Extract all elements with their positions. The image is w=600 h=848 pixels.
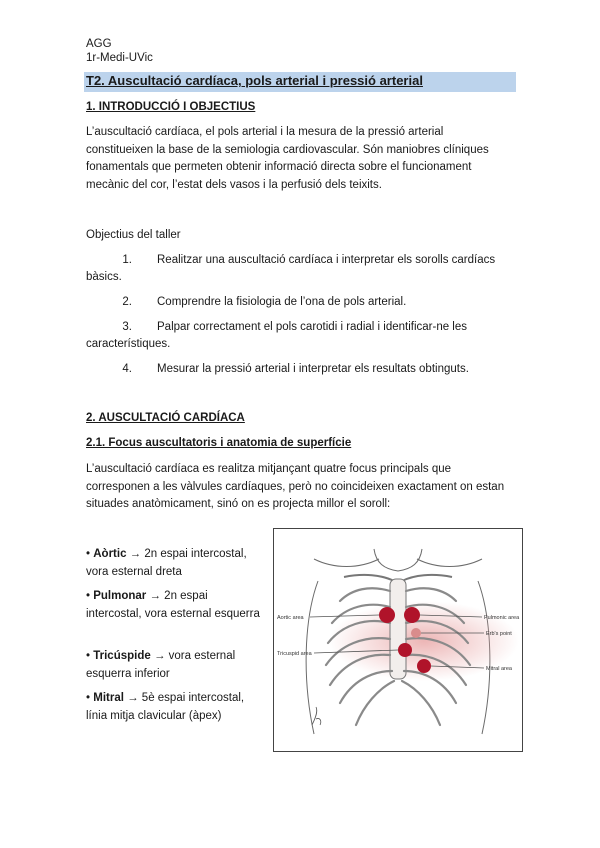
focus-desc: → 5è espai intercostal, línia mitja clavicular (àpex) [86,692,245,722]
objective-number: 3. [122,321,132,333]
section1-intro [86,124,522,194]
header-course: 1r-Medi-UVic [86,52,153,64]
focus-desc: → 2n espai intercostal, vora esternal esquerra [86,590,260,620]
intro-line: constitueixen la base de la semiologia cardiovascular. Són maniobres clíniques [86,143,489,156]
section2-heading: 2. AUSCULTACIÓ CARDÍACA [86,412,245,424]
erbs-point-label: Erb's point [486,631,512,637]
objective-item [86,294,522,311]
auscultation-figure [273,528,523,752]
focus-name: Tricúspide [93,650,151,662]
bullet: • [86,548,91,560]
objective-item [86,252,522,286]
section1-heading: 1. INTRODUCCIÓ I OBJECTIUS [86,101,256,113]
mitral-area-label: Mitral area [486,666,512,672]
focus-tricuspide [86,647,266,683]
objectives-label: Objectius del taller [86,229,181,241]
section2-subheading: 2.1. Focus auscultatoris i anatomia de superfície [86,437,352,449]
intro-line: fonamentals que permeten obtenir informació directa sobre el funcionament [86,161,472,173]
objective-text: Comprendre la fisiologia de l’ona de pols arterial. [157,296,407,308]
focus-pulmonar [86,587,266,623]
signature-scribble [312,707,321,725]
objective-text: Realitzar una auscultació cardíaca i interpretar els sorolls cardíacs bàsics. [86,254,496,283]
aortic-area-label: Aortic area [277,615,304,621]
focus-desc: → 2n espai intercostal, vora esternal dreta [86,548,247,578]
section2-intro [86,461,522,514]
objective-text: Mesurar la pressió arterial i interpretar els resultats obtinguts. [157,363,469,375]
erbs-point-dot [411,628,421,638]
intro-line: L’auscultació cardíaca es realitza mitjançant quatre focus principals que [86,463,452,475]
chest-illustration [274,529,522,751]
page-title: T2. Auscultació cardíaca, pols arterial i pressió arterial [86,73,423,88]
bullet: • [86,590,91,602]
focus-name: Mitral [93,692,124,704]
title-bar [84,72,516,92]
focus-name: Aòrtic [93,548,127,560]
intro-line: mecànic del cor, l’estat dels vasos i la perfusió dels teixits. [86,178,382,191]
focus-aortic [86,545,266,581]
focus-mitral [86,689,266,725]
focus-name: Pulmonar [93,590,147,602]
tricuspid-area-dot [398,643,412,657]
tricuspid-area-label: Tricuspid area [277,651,312,657]
objective-number: 1. [122,254,132,266]
sternum [390,579,406,679]
intro-line: corresponen a les vàlvules cardíaques, però no coincideixen exactament on estan [86,480,505,493]
objective-number: 2. [122,296,132,308]
objective-item [86,361,522,378]
mitral-area-dot [417,659,431,673]
bullet: • [86,650,91,662]
pulmonic-area-dot [404,607,420,623]
aortic-area-dot [379,607,395,623]
bullet: • [86,692,91,704]
objective-number: 4. [122,363,132,375]
focus-desc: → vora esternal esquerra inferior [86,650,236,680]
pulmonic-area-label: Pulmonic area [484,615,520,621]
objective-item [86,319,522,353]
objective-text: Palpar correctament el pols carotidi i radial i identificar-ne les característiques. [86,321,468,350]
intro-line: situades anatòmicament, sinó on es projecta millor el soroll: [86,498,391,510]
intro-line: L’auscultació cardíaca, el pols arterial i la mesura de la pressió arterial [86,126,444,138]
header-author: AGG [86,38,112,50]
